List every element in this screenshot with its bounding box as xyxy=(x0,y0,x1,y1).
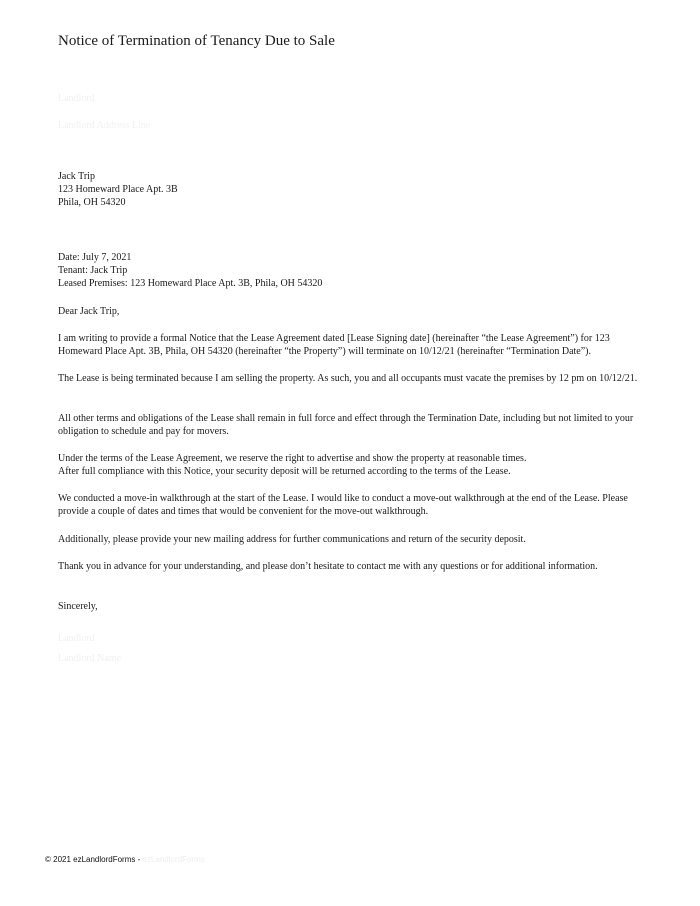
recipient-address-line-2: Phila, OH 54320 xyxy=(58,197,126,208)
document-title: Notice of Termination of Tenancy Due to Sale xyxy=(58,33,335,49)
paragraph-reason: The Lease is being terminated because I am selling the property. As such, you and all occupants must vacate the premises by 12 pm on 10/12/21. xyxy=(58,373,638,384)
footer-copyright: © 2021 ezLandlordForms - xyxy=(45,855,143,864)
paragraph-obligations: All other terms and obligations of the Lease shall remain in full force and effect through the Termination Date, including but not limited to your obligation to schedule and pay for movers. xyxy=(58,413,634,437)
paragraph-showing-line-1: Under the terms of the Lease Agreement, we reserve the right to advertise and show the property at reasonable times. xyxy=(58,453,527,464)
salutation: Dear Jack Trip, xyxy=(58,306,120,317)
paragraph-thanks: Thank you in advance for your understanding, and please don’t hesitate to contact me with any questions or for additional information. xyxy=(58,561,598,572)
recipient-address-line-1: 123 Homeward Place Apt. 3B xyxy=(58,184,178,195)
paragraph-showing-line-2: After full compliance with this Notice, your security deposit will be returned according to the terms of the Lease. xyxy=(58,466,511,477)
footer xyxy=(45,854,205,865)
landlord-line-1: Landlord xyxy=(58,93,95,104)
notice-premises: Leased Premises: 123 Homeward Place Apt. 3B, Phila, OH 54320 xyxy=(58,278,323,289)
paragraph-notice: I am writing to provide a formal Notice that the Lease Agreement dated [Lease Signing date] (hereinafter “the Lease Agreement”) for 123 Homeward Place Apt. 3B, Phila, OH 54320 (hereinafter “the Property”) will terminate on 10/12/21 (hereinafter “Termination Date”). xyxy=(58,333,610,357)
signature-line-2: Landlord Name xyxy=(58,653,122,664)
landlord-line-2: Landlord Address Line xyxy=(58,120,151,131)
signature-line-1: Landlord xyxy=(58,633,95,644)
recipient-address xyxy=(58,170,648,209)
paragraph-mailing-address: Additionally, please provide your new mailing address for further communications and return of the security deposit. xyxy=(58,534,526,545)
paragraph-walkthrough: We conducted a move-in walkthrough at the start of the Lease. I would like to conduct a move-out walkthrough at the end of the Lease. Please provide a couple of dates and times that would be convenient for the move-out walkthrough. xyxy=(58,493,628,517)
recipient-name: Jack Trip xyxy=(58,171,95,182)
notice-tenant: Tenant: Jack Trip xyxy=(58,265,128,276)
paragraph-showing xyxy=(58,452,648,478)
footer-link[interactable]: ezLandlordForms xyxy=(142,855,205,864)
closing: Sincerely, xyxy=(58,601,98,612)
notice-date: Date: July 7, 2021 xyxy=(58,252,132,263)
notice-meta xyxy=(58,251,648,290)
